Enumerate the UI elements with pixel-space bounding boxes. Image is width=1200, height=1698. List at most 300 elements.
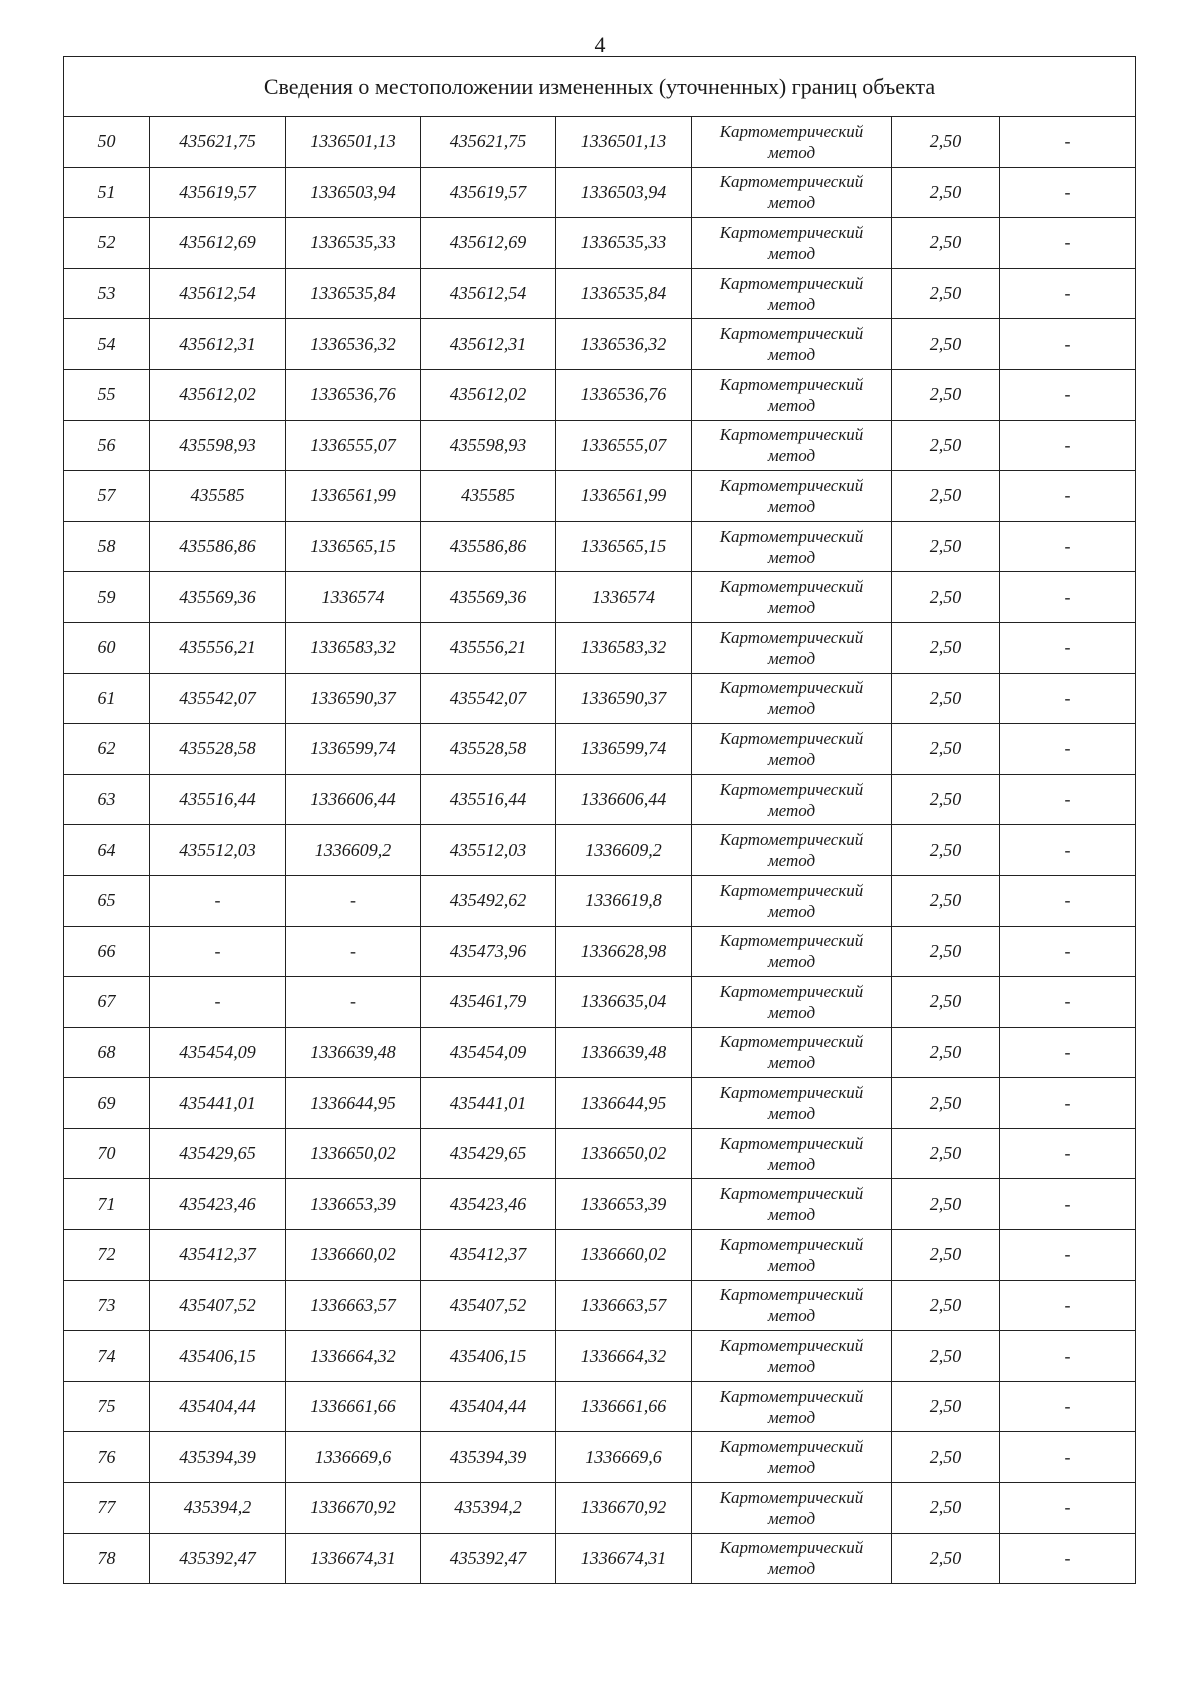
method-cell [692, 825, 892, 876]
table-row [64, 420, 1136, 471]
new-y-cell: 1336609,2 [556, 825, 692, 876]
new-x-cell: 435473,96 [421, 926, 556, 977]
method-line-1: Картометрический [719, 1234, 864, 1254]
existing-y-cell: 1336606,44 [286, 774, 421, 825]
new-x-cell: 435394,2 [421, 1483, 556, 1534]
method-cell [692, 926, 892, 977]
accuracy-cell: 2,50 [892, 977, 1000, 1028]
existing-y-cell: 1336561,99 [286, 471, 421, 522]
method-line-2: метод [767, 1458, 816, 1478]
method-cell [692, 1331, 892, 1382]
method-cell [692, 977, 892, 1028]
table-row [64, 572, 1136, 623]
existing-y-cell: 1336670,92 [286, 1483, 421, 1534]
method-cell [692, 724, 892, 775]
note-cell: - [1000, 1533, 1136, 1584]
point-number-cell: 77 [64, 1483, 150, 1534]
point-number-cell: 64 [64, 825, 150, 876]
table-row [64, 622, 1136, 673]
table-row [64, 1128, 1136, 1179]
new-x-cell: 435423,46 [421, 1179, 556, 1230]
table-row [64, 1381, 1136, 1432]
existing-x-cell: 435612,02 [150, 369, 286, 420]
method-line-1: Картометрический [719, 273, 864, 293]
note-cell: - [1000, 1078, 1136, 1129]
point-number-cell: 63 [64, 774, 150, 825]
existing-x-cell: 435394,2 [150, 1483, 286, 1534]
method-cell [692, 774, 892, 825]
method-line-2: метод [767, 901, 816, 921]
method-cell [692, 420, 892, 471]
note-cell: - [1000, 369, 1136, 420]
method-cell [692, 1381, 892, 1432]
new-x-cell: 435454,09 [421, 1027, 556, 1078]
method-line-1: Картометрический [719, 1386, 864, 1406]
method-cell [692, 1230, 892, 1281]
accuracy-cell: 2,50 [892, 1331, 1000, 1382]
new-x-cell: 435612,54 [421, 268, 556, 319]
note-cell: - [1000, 673, 1136, 724]
existing-x-cell: 435619,57 [150, 167, 286, 218]
page-number: 4 [594, 32, 606, 57]
existing-x-cell: 435621,75 [150, 117, 286, 168]
table-row [64, 471, 1136, 522]
existing-y-cell: 1336650,02 [286, 1128, 421, 1179]
new-x-cell: 435492,62 [421, 875, 556, 926]
new-y-cell: 1336663,57 [556, 1280, 692, 1331]
method-line-2: метод [767, 648, 816, 668]
new-y-cell: 1336536,32 [556, 319, 692, 370]
note-cell: - [1000, 1027, 1136, 1078]
note-cell: - [1000, 1128, 1136, 1179]
note-cell: - [1000, 977, 1136, 1028]
existing-x-cell: 435512,03 [150, 825, 286, 876]
point-number-cell: 72 [64, 1230, 150, 1281]
new-x-cell: 435407,52 [421, 1280, 556, 1331]
existing-x-cell: 435406,15 [150, 1331, 286, 1382]
new-y-cell: 1336535,33 [556, 218, 692, 269]
method-line-1: Картометрический [719, 1538, 864, 1558]
point-number-cell: 50 [64, 117, 150, 168]
method-cell [692, 622, 892, 673]
accuracy-cell: 2,50 [892, 420, 1000, 471]
existing-x-cell: 435392,47 [150, 1533, 286, 1584]
new-x-cell: 435394,39 [421, 1432, 556, 1483]
point-number-cell: 69 [64, 1078, 150, 1129]
method-cell [692, 218, 892, 269]
note-cell: - [1000, 926, 1136, 977]
existing-y-cell: 1336565,15 [286, 521, 421, 572]
method-cell [692, 521, 892, 572]
method-line-2: метод [767, 598, 816, 618]
method-line-2: метод [767, 1559, 816, 1579]
new-y-cell: 1336639,48 [556, 1027, 692, 1078]
existing-x-cell: - [150, 926, 286, 977]
new-x-cell: 435621,75 [421, 117, 556, 168]
new-x-cell: 435528,58 [421, 724, 556, 775]
method-line-2: метод [767, 749, 816, 769]
method-line-1: Картометрический [719, 1032, 864, 1052]
table-row [64, 218, 1136, 269]
note-cell: - [1000, 521, 1136, 572]
new-x-cell: 435512,03 [421, 825, 556, 876]
accuracy-cell: 2,50 [892, 471, 1000, 522]
new-x-cell: 435612,02 [421, 369, 556, 420]
method-line-2: метод [767, 1154, 816, 1174]
table-row [64, 825, 1136, 876]
new-y-cell: 1336664,32 [556, 1331, 692, 1382]
note-cell: - [1000, 1483, 1136, 1534]
table-row [64, 319, 1136, 370]
method-line-2: метод [767, 1508, 816, 1528]
method-line-2: метод [767, 1104, 816, 1124]
method-line-1: Картометрический [719, 1285, 864, 1305]
existing-x-cell: 435516,44 [150, 774, 286, 825]
new-y-cell: 1336669,6 [556, 1432, 692, 1483]
accuracy-cell: 2,50 [892, 1483, 1000, 1534]
new-x-cell: 435461,79 [421, 977, 556, 1028]
accuracy-cell: 2,50 [892, 218, 1000, 269]
new-y-cell: 1336660,02 [556, 1230, 692, 1281]
method-cell [692, 1128, 892, 1179]
method-cell [692, 167, 892, 218]
new-y-cell: 1336670,92 [556, 1483, 692, 1534]
boundary-table-wrapper [63, 56, 1135, 1584]
existing-y-cell: 1336501,13 [286, 117, 421, 168]
existing-y-cell: 1336644,95 [286, 1078, 421, 1129]
existing-x-cell: 435441,01 [150, 1078, 286, 1129]
existing-y-cell: 1336661,66 [286, 1381, 421, 1432]
method-cell [692, 1432, 892, 1483]
method-cell [692, 1027, 892, 1078]
existing-y-cell: 1336536,76 [286, 369, 421, 420]
note-cell: - [1000, 1432, 1136, 1483]
method-line-1: Картометрический [719, 779, 864, 799]
table-row [64, 1331, 1136, 1382]
method-cell [692, 117, 892, 168]
table-title-row [64, 57, 1136, 117]
new-y-cell: 1336574 [556, 572, 692, 623]
new-y-cell: 1336606,44 [556, 774, 692, 825]
accuracy-cell: 2,50 [892, 1432, 1000, 1483]
method-line-1: Картометрический [719, 728, 864, 748]
method-line-2: метод [767, 496, 816, 516]
point-number-cell: 78 [64, 1533, 150, 1584]
existing-x-cell: 435429,65 [150, 1128, 286, 1179]
table-row [64, 1533, 1136, 1584]
method-line-1: Картометрический [719, 880, 864, 900]
accuracy-cell: 2,50 [892, 622, 1000, 673]
note-cell: - [1000, 117, 1136, 168]
table-row [64, 977, 1136, 1028]
table-row [64, 521, 1136, 572]
existing-x-cell: 435569,36 [150, 572, 286, 623]
point-number-cell: 62 [64, 724, 150, 775]
point-number-cell: 65 [64, 875, 150, 926]
accuracy-cell: 2,50 [892, 1179, 1000, 1230]
accuracy-cell: 2,50 [892, 673, 1000, 724]
note-cell: - [1000, 572, 1136, 623]
method-line-1: Картометрический [719, 475, 864, 495]
accuracy-cell: 2,50 [892, 1027, 1000, 1078]
existing-y-cell: - [286, 875, 421, 926]
note-cell: - [1000, 774, 1136, 825]
new-x-cell: 435429,65 [421, 1128, 556, 1179]
method-line-1: Картометрический [719, 425, 864, 445]
note-cell: - [1000, 622, 1136, 673]
method-cell [692, 875, 892, 926]
new-y-cell: 1336536,76 [556, 369, 692, 420]
note-cell: - [1000, 1280, 1136, 1331]
existing-y-cell: 1336535,84 [286, 268, 421, 319]
method-line-2: метод [767, 243, 816, 263]
method-line-2: метод [767, 1357, 816, 1377]
note-cell: - [1000, 875, 1136, 926]
existing-x-cell: - [150, 977, 286, 1028]
accuracy-cell: 2,50 [892, 521, 1000, 572]
existing-y-cell: 1336536,32 [286, 319, 421, 370]
accuracy-cell: 2,50 [892, 825, 1000, 876]
note-cell: - [1000, 471, 1136, 522]
existing-x-cell: 435612,69 [150, 218, 286, 269]
new-x-cell: 435586,86 [421, 521, 556, 572]
existing-y-cell: 1336555,07 [286, 420, 421, 471]
existing-y-cell: 1336535,33 [286, 218, 421, 269]
point-number-cell: 76 [64, 1432, 150, 1483]
method-line-1: Картометрический [719, 374, 864, 394]
accuracy-cell: 2,50 [892, 774, 1000, 825]
new-y-cell: 1336661,66 [556, 1381, 692, 1432]
existing-y-cell: 1336583,32 [286, 622, 421, 673]
accuracy-cell: 2,50 [892, 268, 1000, 319]
existing-y-cell: 1336660,02 [286, 1230, 421, 1281]
method-line-1: Картометрический [719, 577, 864, 597]
existing-x-cell: 435586,86 [150, 521, 286, 572]
new-y-cell: 1336644,95 [556, 1078, 692, 1129]
existing-x-cell: 435454,09 [150, 1027, 286, 1078]
method-line-2: метод [767, 395, 816, 415]
point-number-cell: 51 [64, 167, 150, 218]
note-cell: - [1000, 218, 1136, 269]
existing-x-cell: 435528,58 [150, 724, 286, 775]
method-line-2: метод [767, 294, 816, 314]
new-x-cell: 435412,37 [421, 1230, 556, 1281]
method-line-2: метод [767, 446, 816, 466]
note-cell: - [1000, 825, 1136, 876]
accuracy-cell: 2,50 [892, 369, 1000, 420]
table-row [64, 1179, 1136, 1230]
point-number-cell: 58 [64, 521, 150, 572]
point-number-cell: 68 [64, 1027, 150, 1078]
new-x-cell: 435404,44 [421, 1381, 556, 1432]
existing-x-cell: 435542,07 [150, 673, 286, 724]
point-number-cell: 66 [64, 926, 150, 977]
point-number-cell: 60 [64, 622, 150, 673]
method-line-1: Картометрический [719, 526, 864, 546]
method-line-1: Картометрический [719, 1083, 864, 1103]
method-line-1: Картометрический [719, 830, 864, 850]
method-cell [692, 268, 892, 319]
existing-x-cell: 435612,54 [150, 268, 286, 319]
method-line-1: Картометрический [719, 627, 864, 647]
boundary-points-table [63, 56, 1136, 1584]
existing-x-cell: 435598,93 [150, 420, 286, 471]
method-line-2: метод [767, 1205, 816, 1225]
accuracy-cell: 2,50 [892, 1381, 1000, 1432]
accuracy-cell: 2,50 [892, 1230, 1000, 1281]
method-cell [692, 319, 892, 370]
note-cell: - [1000, 1230, 1136, 1281]
note-cell: - [1000, 319, 1136, 370]
point-number-cell: 61 [64, 673, 150, 724]
new-y-cell: 1336535,84 [556, 268, 692, 319]
method-line-2: метод [767, 1255, 816, 1275]
accuracy-cell: 2,50 [892, 117, 1000, 168]
existing-x-cell: - [150, 875, 286, 926]
accuracy-cell: 2,50 [892, 875, 1000, 926]
new-y-cell: 1336635,04 [556, 977, 692, 1028]
table-row [64, 167, 1136, 218]
point-number-cell: 73 [64, 1280, 150, 1331]
table-body [64, 57, 1136, 1584]
existing-y-cell: 1336639,48 [286, 1027, 421, 1078]
accuracy-cell: 2,50 [892, 1280, 1000, 1331]
new-x-cell: 435598,93 [421, 420, 556, 471]
method-line-1: Картометрический [719, 1437, 864, 1457]
method-cell [692, 1179, 892, 1230]
new-y-cell: 1336555,07 [556, 420, 692, 471]
method-line-1: Картометрический [719, 981, 864, 1001]
method-line-2: метод [767, 1407, 816, 1427]
new-y-cell: 1336590,37 [556, 673, 692, 724]
method-cell [692, 1483, 892, 1534]
table-row [64, 774, 1136, 825]
method-line-2: метод [767, 800, 816, 820]
method-line-1: Картометрический [719, 1133, 864, 1153]
new-x-cell: 435612,69 [421, 218, 556, 269]
method-line-2: метод [767, 699, 816, 719]
new-x-cell: 435441,01 [421, 1078, 556, 1129]
table-title: Сведения о местоположении измененных (уточненных) границ объекта [64, 57, 1136, 117]
method-line-2: метод [767, 547, 816, 567]
table-row [64, 1483, 1136, 1534]
method-cell [692, 1078, 892, 1129]
new-x-cell: 435612,31 [421, 319, 556, 370]
point-number-cell: 53 [64, 268, 150, 319]
new-y-cell: 1336619,8 [556, 875, 692, 926]
point-number-cell: 57 [64, 471, 150, 522]
method-line-1: Картометрический [719, 172, 864, 192]
table-row [64, 1078, 1136, 1129]
new-x-cell: 435516,44 [421, 774, 556, 825]
existing-y-cell: - [286, 977, 421, 1028]
point-number-cell: 71 [64, 1179, 150, 1230]
existing-x-cell: 435556,21 [150, 622, 286, 673]
note-cell: - [1000, 1331, 1136, 1382]
method-line-1: Картометрический [719, 1184, 864, 1204]
note-cell: - [1000, 724, 1136, 775]
new-x-cell: 435542,07 [421, 673, 556, 724]
existing-x-cell: 435404,44 [150, 1381, 286, 1432]
existing-x-cell: 435612,31 [150, 319, 286, 370]
new-y-cell: 1336561,99 [556, 471, 692, 522]
table-row [64, 1280, 1136, 1331]
point-number-cell: 59 [64, 572, 150, 623]
existing-y-cell: 1336669,6 [286, 1432, 421, 1483]
table-row [64, 875, 1136, 926]
accuracy-cell: 2,50 [892, 1078, 1000, 1129]
new-y-cell: 1336501,13 [556, 117, 692, 168]
note-cell: - [1000, 167, 1136, 218]
method-line-1: Картометрический [719, 222, 864, 242]
new-x-cell: 435556,21 [421, 622, 556, 673]
method-line-1: Картометрический [719, 1487, 864, 1507]
method-line-2: метод [767, 193, 816, 213]
existing-y-cell: - [286, 926, 421, 977]
note-cell: - [1000, 420, 1136, 471]
method-cell [692, 471, 892, 522]
note-cell: - [1000, 1381, 1136, 1432]
existing-y-cell: 1336609,2 [286, 825, 421, 876]
method-line-2: метод [767, 142, 816, 162]
method-cell [692, 369, 892, 420]
accuracy-cell: 2,50 [892, 167, 1000, 218]
note-cell: - [1000, 1179, 1136, 1230]
point-number-cell: 55 [64, 369, 150, 420]
accuracy-cell: 2,50 [892, 319, 1000, 370]
existing-y-cell: 1336663,57 [286, 1280, 421, 1331]
table-row [64, 673, 1136, 724]
note-cell: - [1000, 268, 1136, 319]
point-number-cell: 75 [64, 1381, 150, 1432]
table-row [64, 1432, 1136, 1483]
new-x-cell: 435569,36 [421, 572, 556, 623]
existing-x-cell: 435407,52 [150, 1280, 286, 1331]
point-number-cell: 52 [64, 218, 150, 269]
new-y-cell: 1336503,94 [556, 167, 692, 218]
existing-x-cell: 435423,46 [150, 1179, 286, 1230]
method-cell [692, 1533, 892, 1584]
method-line-1: Картометрический [719, 1336, 864, 1356]
method-line-2: метод [767, 1053, 816, 1073]
point-number-cell: 70 [64, 1128, 150, 1179]
table-row [64, 926, 1136, 977]
method-line-2: метод [767, 345, 816, 365]
existing-x-cell: 435585 [150, 471, 286, 522]
method-cell [692, 572, 892, 623]
existing-y-cell: 1336599,74 [286, 724, 421, 775]
new-x-cell: 435585 [421, 471, 556, 522]
accuracy-cell: 2,50 [892, 572, 1000, 623]
new-y-cell: 1336674,31 [556, 1533, 692, 1584]
new-y-cell: 1336565,15 [556, 521, 692, 572]
method-line-2: метод [767, 952, 816, 972]
table-row [64, 369, 1136, 420]
table-row [64, 724, 1136, 775]
new-y-cell: 1336599,74 [556, 724, 692, 775]
point-number-cell: 56 [64, 420, 150, 471]
method-line-2: метод [767, 1306, 816, 1326]
existing-x-cell: 435412,37 [150, 1230, 286, 1281]
new-y-cell: 1336653,39 [556, 1179, 692, 1230]
new-y-cell: 1336583,32 [556, 622, 692, 673]
method-line-1: Картометрический [719, 121, 864, 141]
method-cell [692, 673, 892, 724]
existing-y-cell: 1336503,94 [286, 167, 421, 218]
table-row [64, 1230, 1136, 1281]
method-cell [692, 1280, 892, 1331]
table-row [64, 268, 1136, 319]
